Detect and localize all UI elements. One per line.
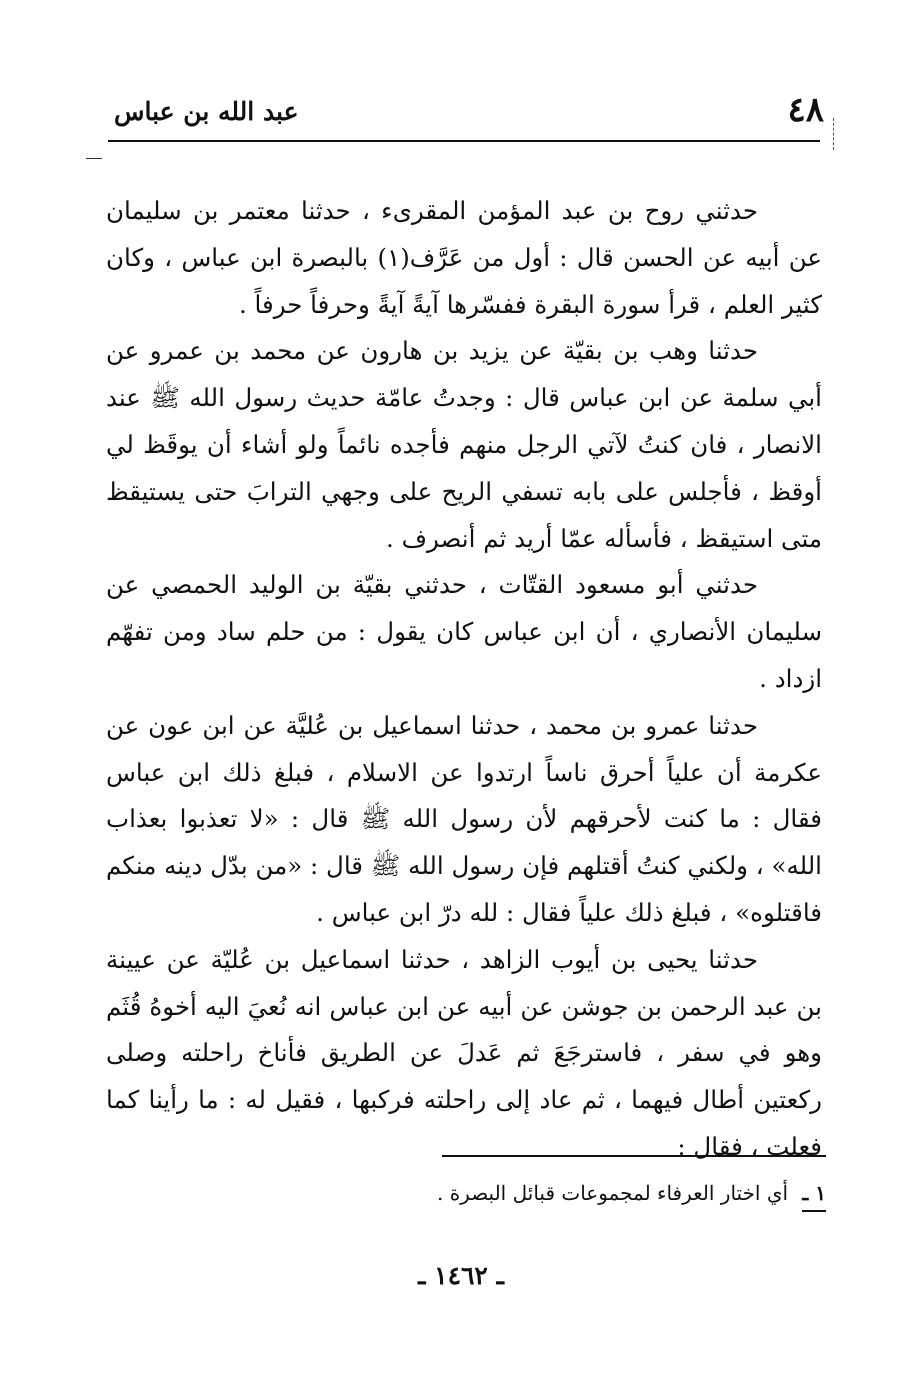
paragraph-5: حدثنا يحيى بن أيوب الزاهد ، حدثنا اسماعيل بن عُليّة عن عيينة بن عبد الرحمن بن جوشن عن أبيه عن ابن عباس انه نُعيَ اليه أخوهُ قُثَم وهو في سفر ، فاسترجَعَ ثم عَدلَ عن الطريق فأناخ راحلته وصلى ركعتين أطال فيهما ، ثم عاد إلى راحلته فركبها ، فقيل له : ما رأينا كما فعلت ، فقال : xyxy=(106,944,822,1161)
paragraph-3: حدثني أبو مسعود القتّات ، حدثني بقيّة بن الوليد الحمصي عن سليمان الأنصاري ، أن ابن عباس كان يقول : من حلم ساد ومن تفهّم ازداد . xyxy=(106,570,822,693)
footnote xyxy=(326,1176,826,1212)
footnote-text: أي اختار العرفاء لمجموعات قبائل البصرة . xyxy=(436,1181,789,1205)
folio-page-number: ـ ١٤٦٢ ـ xyxy=(418,1261,504,1290)
paragraph-2: حدثنا وهب بن بقيّة عن يزيد بن هارون عن محمد بن عمرو عن أبي سلمة عن ابن عباس قال : وجدتُ عامّة حديث رسول الله ﷺ عند الانصار ، فان كنتُ لآتي الرجل منهم فأجده نائماً ولو أشاء أن يوقَظ لي أوقظ ، فأجلس على بابه تسفي الريح على وجهي الترابَ حتى يستيقظ متى استيقظ ، فأسأله عمّا أريد ثم أنصرف . xyxy=(106,336,822,553)
margin-tick xyxy=(86,158,102,159)
footnote-rule xyxy=(442,1155,826,1157)
page-header xyxy=(108,88,824,140)
margin-mark xyxy=(833,118,834,150)
body-text xyxy=(106,188,822,1171)
paragraph-4: حدثنا عمرو بن محمد ، حدثنا اسماعيل بن عُليَّة عن ابن عون عن عكرمة أن علياً أحرق ناساً ارتدوا عن الاسلام ، فبلغ ذلك ابن عباس فقال : ما كنت لأحرقهم لأن رسول الله ﷺ قال : «لا تعذبوا بعذاب الله» ، ولكني كنتُ أقتلهم فإن رسول الله ﷺ قال : «من بدّل دينه منكم فاقتلوه» ، فبلغ ذلك علياً فقال : لله درّ ابن عباس . xyxy=(105,710,822,927)
header-rule xyxy=(108,140,820,142)
running-title: عبد الله بن عباس xyxy=(114,97,299,126)
header-page-number: ٤٨ xyxy=(787,90,824,130)
paragraph-1: حدثني روح بن عبد المؤمن المقرىء ، حدثنا معتمر بن سليمان عن أبيه عن الحسن قال : أول من عَرَّف(١) بالبصرة ابن عباس ، وكان كثير العلم ، قرأ سورة البقرة ففسّرها آيةً آيةً وحرفاً حرفاً . xyxy=(106,196,822,319)
footnote-number: ١ ـ xyxy=(802,1176,826,1212)
